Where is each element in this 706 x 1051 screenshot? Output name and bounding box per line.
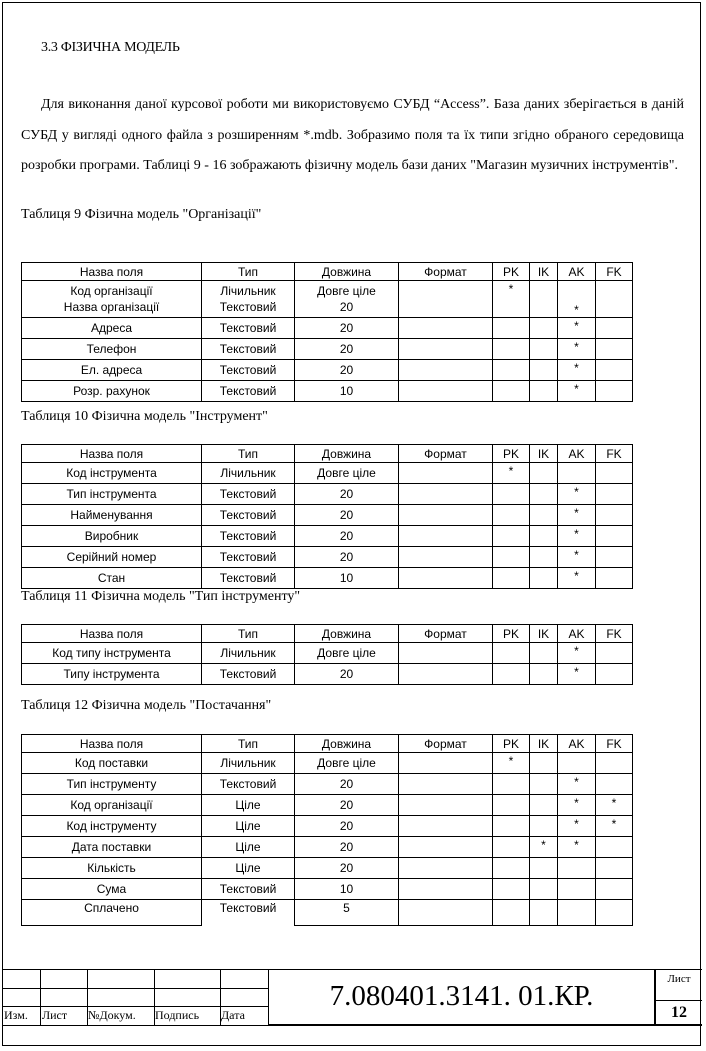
cell-ik: * xyxy=(530,837,558,858)
cell-field-name: Код інструменту xyxy=(22,816,202,837)
column-header-fk: FK xyxy=(596,445,633,463)
table-header-row xyxy=(22,625,633,643)
cell-type: Текстовий xyxy=(202,318,295,339)
cell-pk xyxy=(493,837,530,858)
cell-fk xyxy=(596,547,633,568)
column-header-length: Довжина xyxy=(295,445,399,463)
cell-length: 20 xyxy=(295,339,399,360)
cell-length: 20 xyxy=(295,484,399,505)
title-block-divider xyxy=(40,969,41,1025)
column-header-type: Тип xyxy=(202,445,295,463)
cell-length: 20 xyxy=(295,837,399,858)
cell-format xyxy=(399,484,493,505)
label-list: Лист xyxy=(42,1008,68,1022)
cell-length: 10 xyxy=(295,879,399,900)
cell-type: Текстовий xyxy=(202,526,295,547)
column-header-format: Формат xyxy=(399,735,493,753)
cell-pk xyxy=(493,318,530,339)
cell-length: Довге ціле xyxy=(295,463,399,484)
table-row xyxy=(22,281,633,318)
column-header-fk: FK xyxy=(596,263,633,281)
cell-ak xyxy=(558,900,596,926)
cell-field-name: Ел. адреса xyxy=(22,360,202,381)
cell-ak xyxy=(558,463,596,484)
column-header-fk: FK xyxy=(596,735,633,753)
cell-ik xyxy=(530,381,558,402)
cell-ak: * xyxy=(558,643,596,664)
cell-type: Текстовий xyxy=(202,360,295,381)
cell-format xyxy=(399,879,493,900)
table-10 xyxy=(21,444,633,589)
table-row xyxy=(22,816,633,837)
column-header-field-name: Назва поля xyxy=(22,735,202,753)
table-row xyxy=(22,858,633,879)
cell-type: Лічильник Текстовий xyxy=(202,281,295,318)
cell-pk xyxy=(493,505,530,526)
cell-format xyxy=(399,643,493,664)
cell-ak: * xyxy=(558,568,596,589)
cell-ik xyxy=(530,281,558,318)
cell-ak: * xyxy=(558,381,596,402)
cell-fk xyxy=(596,381,633,402)
cell-format xyxy=(399,837,493,858)
cell-length: 5 xyxy=(295,900,399,926)
table-row xyxy=(22,339,633,360)
table-row xyxy=(22,774,633,795)
table-11 xyxy=(21,624,633,685)
cell-fk xyxy=(596,281,633,318)
cell-field-name: Код організації Назва організації xyxy=(22,281,202,318)
cell-pk xyxy=(493,900,530,926)
cell-length: 20 xyxy=(295,526,399,547)
table-11-caption: Таблиця 11 Фізична модель "Тип інструменту" xyxy=(21,589,301,604)
intro-paragraph: Для виконання даної курсової роботи ми використовуємо СУБД “Access”. База даних зберігається в даній СУБД у вигляді одного файла з розширенням *.mdb. Зобразимо поля та їх типи згідно обраного середовища розробки програми. Таблиці 9 - 16 зображають фізичну модель бази даних "Магазин музичних інструментів". xyxy=(21,97,684,173)
column-header-length: Довжина xyxy=(295,735,399,753)
cell-fk: * xyxy=(596,795,633,816)
table-header-row xyxy=(22,735,633,753)
column-header-format: Формат xyxy=(399,263,493,281)
cell-ak: * xyxy=(558,774,596,795)
label-izm: Изм. xyxy=(4,1008,28,1022)
cell-format xyxy=(399,816,493,837)
cell-pk xyxy=(493,360,530,381)
column-header-ik: IK xyxy=(530,263,558,281)
cell-fk xyxy=(596,339,633,360)
cell-ak: * xyxy=(558,547,596,568)
cell-ik xyxy=(530,795,558,816)
cell-field-name: Кількість xyxy=(22,858,202,879)
cell-type: Текстовий xyxy=(202,774,295,795)
cell-fk: * xyxy=(596,816,633,837)
cell-format xyxy=(399,795,493,816)
cell-format xyxy=(399,339,493,360)
cell-type: Текстовий xyxy=(202,339,295,360)
cell-type: Лічильник xyxy=(202,463,295,484)
cell-ak: * xyxy=(558,526,596,547)
cell-format xyxy=(399,318,493,339)
cell-format xyxy=(399,463,493,484)
cell-type: Текстовий xyxy=(202,664,295,685)
column-header-format: Формат xyxy=(399,445,493,463)
cell-fk xyxy=(596,526,633,547)
cell-format xyxy=(399,360,493,381)
column-header-length: Довжина xyxy=(295,263,399,281)
cell-pk xyxy=(493,879,530,900)
label-doc-number: №Докум. xyxy=(88,1008,136,1022)
table-row xyxy=(22,360,633,381)
cell-ik xyxy=(530,816,558,837)
cell-fk xyxy=(596,568,633,589)
cell-pk xyxy=(493,664,530,685)
cell-type: Текстовий xyxy=(202,568,295,589)
title-block-line xyxy=(2,1006,268,1007)
cell-ak: * xyxy=(558,281,596,318)
cell-length: 20 xyxy=(295,774,399,795)
column-header-ak: AK xyxy=(558,263,596,281)
cell-ik xyxy=(530,547,558,568)
cell-pk xyxy=(493,816,530,837)
cell-ak: * xyxy=(558,795,596,816)
document-code: 7.080401.3141. 01.КР. xyxy=(268,969,655,1025)
cell-ik xyxy=(530,900,558,926)
cell-fk xyxy=(596,484,633,505)
cell-type: Текстовий xyxy=(202,484,295,505)
cell-type: Текстовий xyxy=(202,879,295,900)
column-header-type: Тип xyxy=(202,625,295,643)
cell-fk xyxy=(596,505,633,526)
cell-pk xyxy=(493,774,530,795)
cell-type: Ціле xyxy=(202,858,295,879)
cell-type: Текстовий xyxy=(202,900,295,926)
cell-length: 20 xyxy=(295,816,399,837)
cell-ik xyxy=(530,526,558,547)
table-row xyxy=(22,837,633,858)
cell-ik xyxy=(530,360,558,381)
column-header-pk: PK xyxy=(493,735,530,753)
cell-fk xyxy=(596,463,633,484)
table-row xyxy=(22,318,633,339)
cell-ak xyxy=(558,858,596,879)
cell-ik xyxy=(530,664,558,685)
column-header-ik: IK xyxy=(530,445,558,463)
cell-pk: * xyxy=(493,281,530,318)
cell-field-name: Дата поставки xyxy=(22,837,202,858)
table-row xyxy=(22,505,633,526)
cell-ik xyxy=(530,463,558,484)
cell-pk xyxy=(493,526,530,547)
cell-field-name: Сума xyxy=(22,879,202,900)
cell-ak: * xyxy=(558,816,596,837)
cell-ak xyxy=(558,879,596,900)
cell-ak: * xyxy=(558,318,596,339)
sheet-box xyxy=(655,969,702,1025)
cell-ik xyxy=(530,505,558,526)
cell-type: Текстовий xyxy=(202,505,295,526)
table-row xyxy=(22,381,633,402)
label-date: Дата xyxy=(221,1008,245,1022)
column-header-pk: PK xyxy=(493,625,530,643)
table-header-row xyxy=(22,445,633,463)
table-9 xyxy=(21,262,633,402)
column-header-ik: IK xyxy=(530,735,558,753)
cell-fk xyxy=(596,753,633,774)
cell-ak: * xyxy=(558,339,596,360)
table-header-row xyxy=(22,263,633,281)
column-header-pk: PK xyxy=(493,445,530,463)
table-row xyxy=(22,879,633,900)
cell-pk xyxy=(493,643,530,664)
cell-length: 20 xyxy=(295,360,399,381)
table-row xyxy=(22,568,633,589)
column-header-ak: AK xyxy=(558,735,596,753)
cell-ik xyxy=(530,339,558,360)
column-header-field-name: Назва поля xyxy=(22,263,202,281)
cell-pk: * xyxy=(493,463,530,484)
table-row xyxy=(22,664,633,685)
cell-field-name: Серійний номер xyxy=(22,547,202,568)
cell-ak: * xyxy=(558,484,596,505)
cell-format xyxy=(399,547,493,568)
cell-pk: * xyxy=(493,753,530,774)
cell-fk xyxy=(596,318,633,339)
cell-type: Ціле xyxy=(202,816,295,837)
cell-length: 20 xyxy=(295,547,399,568)
cell-type: Текстовий xyxy=(202,381,295,402)
cell-ak: * xyxy=(558,837,596,858)
sheet-label: Лист xyxy=(667,973,691,985)
cell-format xyxy=(399,505,493,526)
cell-field-name: Код типу інструмента xyxy=(22,643,202,664)
cell-format xyxy=(399,900,493,926)
cell-fk xyxy=(596,858,633,879)
column-header-length: Довжина xyxy=(295,625,399,643)
table-row xyxy=(22,753,633,774)
cell-fk xyxy=(596,643,633,664)
cell-ik xyxy=(530,858,558,879)
cell-type: Ціле xyxy=(202,837,295,858)
title-block-line xyxy=(2,969,268,970)
table-row xyxy=(22,900,633,926)
cell-pk xyxy=(493,795,530,816)
cell-length: 20 xyxy=(295,318,399,339)
cell-field-name: Адреса xyxy=(22,318,202,339)
cell-length: 20 xyxy=(295,795,399,816)
cell-field-name: Виробник xyxy=(22,526,202,547)
cell-pk xyxy=(493,568,530,589)
table-row xyxy=(22,463,633,484)
table-row xyxy=(22,484,633,505)
cell-pk xyxy=(493,547,530,568)
column-header-type: Тип xyxy=(202,263,295,281)
cell-fk xyxy=(596,664,633,685)
title-block-line xyxy=(2,1025,702,1026)
table-12 xyxy=(21,734,633,926)
cell-format xyxy=(399,858,493,879)
cell-length: 10 xyxy=(295,381,399,402)
cell-length: Довге ціле xyxy=(295,643,399,664)
column-header-format: Формат xyxy=(399,625,493,643)
cell-fk xyxy=(596,837,633,858)
column-header-field-name: Назва поля xyxy=(22,625,202,643)
cell-type: Лічильник xyxy=(202,753,295,774)
cell-type: Ціле xyxy=(202,795,295,816)
cell-length: Довге ціле xyxy=(295,753,399,774)
cell-field-name: Розр. рахунок xyxy=(22,381,202,402)
cell-type: Текстовий xyxy=(202,547,295,568)
cell-type: Лічильник xyxy=(202,643,295,664)
cell-field-name: Телефон xyxy=(22,339,202,360)
cell-format xyxy=(399,568,493,589)
cell-length: 20 xyxy=(295,858,399,879)
cell-fk xyxy=(596,774,633,795)
cell-ak: * xyxy=(558,664,596,685)
table-row xyxy=(22,643,633,664)
column-header-pk: PK xyxy=(493,263,530,281)
cell-field-name: Код організації xyxy=(22,795,202,816)
cell-fk xyxy=(596,879,633,900)
cell-pk xyxy=(493,381,530,402)
cell-length: 20 xyxy=(295,505,399,526)
title-block-line xyxy=(2,988,268,989)
cell-pk xyxy=(493,484,530,505)
table-row xyxy=(22,526,633,547)
cell-ak xyxy=(558,753,596,774)
section-heading: 3.3 ФІЗИЧНА МОДЕЛЬ xyxy=(41,40,180,55)
cell-fk xyxy=(596,360,633,381)
cell-field-name: Найменування xyxy=(22,505,202,526)
cell-ik xyxy=(530,484,558,505)
cell-format xyxy=(399,753,493,774)
cell-ak: * xyxy=(558,505,596,526)
cell-ik xyxy=(530,643,558,664)
cell-format xyxy=(399,381,493,402)
column-header-field-name: Назва поля xyxy=(22,445,202,463)
cell-format xyxy=(399,774,493,795)
cell-ik xyxy=(530,879,558,900)
cell-format xyxy=(399,526,493,547)
sheet-number: 12 xyxy=(656,1000,702,1027)
cell-format xyxy=(399,664,493,685)
cell-format xyxy=(399,281,493,318)
cell-length: 20 xyxy=(295,664,399,685)
cell-length: 10 xyxy=(295,568,399,589)
cell-ak: * xyxy=(558,360,596,381)
cell-field-name: Типу інструмента xyxy=(22,664,202,685)
cell-ik xyxy=(530,318,558,339)
table-12-caption: Таблиця 12 Фізична модель "Постачання" xyxy=(21,698,272,713)
cell-fk xyxy=(596,900,633,926)
cell-field-name: Код поставки xyxy=(22,753,202,774)
cell-field-name: Тип інструмента xyxy=(22,484,202,505)
cell-ik xyxy=(530,568,558,589)
cell-pk xyxy=(493,339,530,360)
cell-ik xyxy=(530,774,558,795)
label-signature: Подпись xyxy=(155,1008,200,1022)
cell-field-name: Сплачено xyxy=(22,900,202,926)
column-header-ak: AK xyxy=(558,445,596,463)
column-header-ik: IK xyxy=(530,625,558,643)
column-header-ak: AK xyxy=(558,625,596,643)
column-header-fk: FK xyxy=(596,625,633,643)
table-9-caption: Таблиця 9 Фізична модель "Організації" xyxy=(21,207,262,222)
table-row xyxy=(22,547,633,568)
cell-field-name: Код інструмента xyxy=(22,463,202,484)
cell-field-name: Стан xyxy=(22,568,202,589)
cell-length: Довге ціле 20 xyxy=(295,281,399,318)
table-row xyxy=(22,795,633,816)
cell-field-name: Тип інструменту xyxy=(22,774,202,795)
cell-ik xyxy=(530,753,558,774)
table-10-caption: Таблиця 10 Фізична модель "Інструмент" xyxy=(21,409,268,424)
cell-pk xyxy=(493,858,530,879)
column-header-type: Тип xyxy=(202,735,295,753)
